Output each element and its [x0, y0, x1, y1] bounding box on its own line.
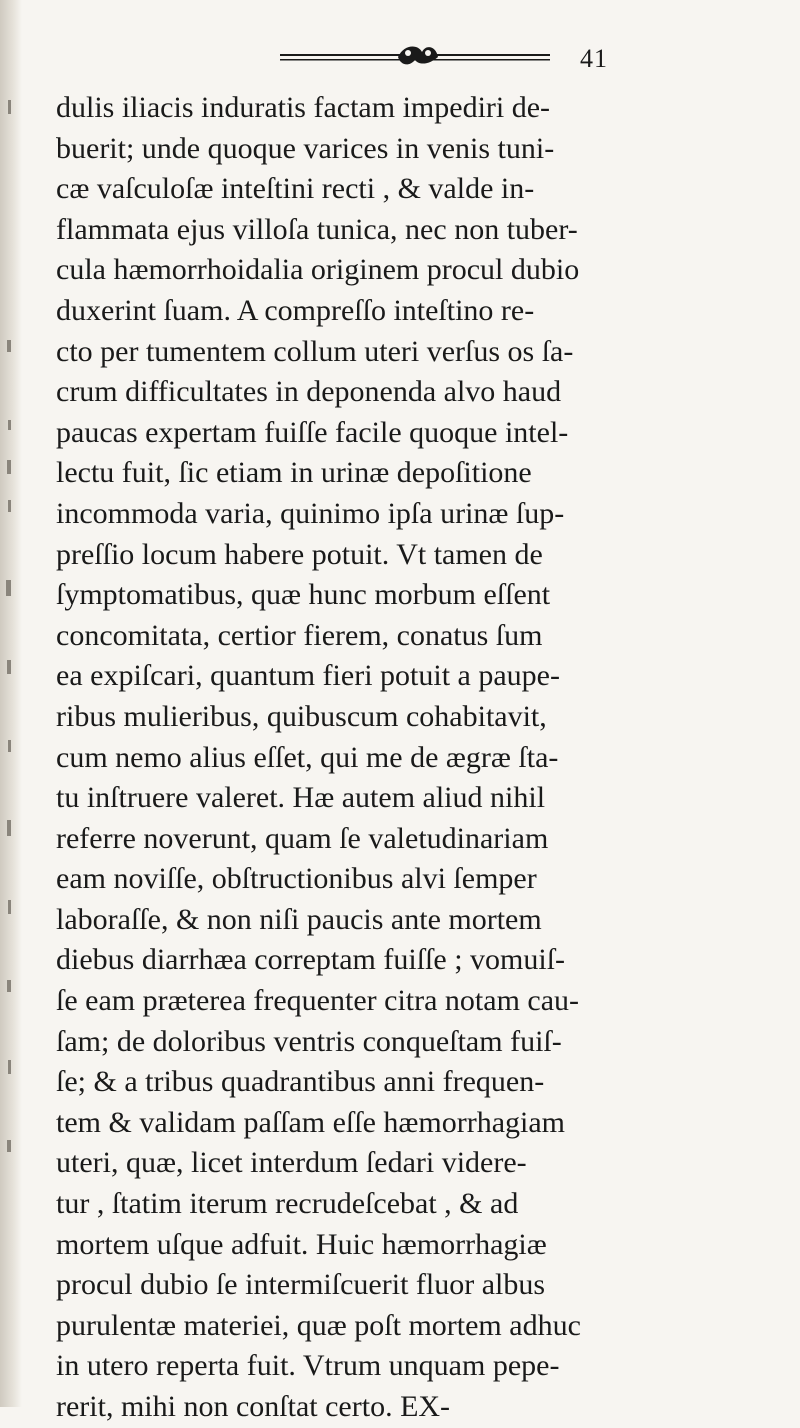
text-line: tur , ſtatim iterum recrudeſcebat , & ad [56, 1187, 519, 1221]
text-line: purulentæ materiei, quæ poſt mortem adhuc [56, 1308, 581, 1342]
text-line: eam noviſſe, obſtructionibus alvi ſemper [56, 862, 537, 896]
text-line: ribus mulieribus, quibuscum cohabitavit, [56, 699, 547, 733]
text-line: laboraſſe, & non niſi paucis ante mortem [56, 902, 542, 936]
text-line: paucas expertam fuiſſe facile quoque intel- [56, 415, 569, 449]
text-line: mortem uſque adfuit. Huic hæmorrhagiæ [56, 1227, 547, 1261]
body-text [56, 88, 768, 1428]
text-line: ſymptomatibus, quæ hunc morbum eſſent [56, 578, 551, 612]
text-line: flammata ejus villoſa tunica, nec non tuber- [56, 212, 578, 246]
text-line: referre noverunt, quam ſe valetudinariam [56, 821, 549, 855]
text-line: cum nemo alius eſſet, qui me de ægræ ſta- [56, 740, 559, 774]
text-line: rerit, mihi non conſtat certo. EX- [56, 1390, 451, 1423]
page-header [280, 38, 670, 78]
text-line: cula hæmorrhoidalia originem procul dubio [56, 253, 580, 287]
text-line: diebus diarrhæa correptam fuiſſe ; vomuiſ- [56, 943, 566, 977]
text-line: ſe; & a tribus quadrantibus anni frequen- [56, 1065, 545, 1099]
text-line: duxerint ſuam. A compreſſo inteſtino re- [56, 293, 535, 327]
text-line: incommoda varia, quinimo ipſa urinæ ſup- [56, 496, 565, 530]
text-line: preſſio locum habere potuit. Vt tamen de [56, 537, 543, 571]
text-line: ſam; de doloribus ventris conqueſtam fuiſ- [56, 1024, 562, 1058]
text-line: in utero reperta fuit. Vtrum unquam pepe- [56, 1349, 560, 1383]
ornament-rule [280, 42, 550, 70]
text-line: buerit; unde quoque varices in venis tuni- [56, 131, 555, 165]
text-line: uteri, quæ, licet interdum ſedari videre- [56, 1146, 527, 1180]
text-line: tem & validam paſſam eſſe hæmorrhagiam [56, 1105, 566, 1139]
text-line: dulis iliacis induratis factam impediri de- [56, 91, 551, 124]
text-line: ſe eam præterea frequenter citra notam cau- [56, 984, 580, 1018]
text-line: cæ vaſculoſæ inteſtini recti , & valde in- [56, 172, 535, 206]
text-line: procul dubio ſe intermiſcuerit fluor albus [56, 1268, 546, 1302]
text-line: lectu fuit, ſic etiam in urinæ depoſitione [56, 456, 532, 490]
text-line: tu inſtruere valeret. Hæ autem aliud nihil [56, 781, 546, 815]
text-line: crum difficultates in deponenda alvo haud [56, 375, 562, 409]
text-line: concomitata, certior fierem, conatus ſum [56, 618, 543, 652]
text-line: ea expiſcari, quantum fieri potuit a paupe- [56, 659, 560, 693]
margin-bleed-marks [2, 40, 22, 1340]
text-line: cto per tumentem collum uteri verſus os ſa- [56, 334, 574, 368]
page-number: 41 [580, 44, 608, 73]
